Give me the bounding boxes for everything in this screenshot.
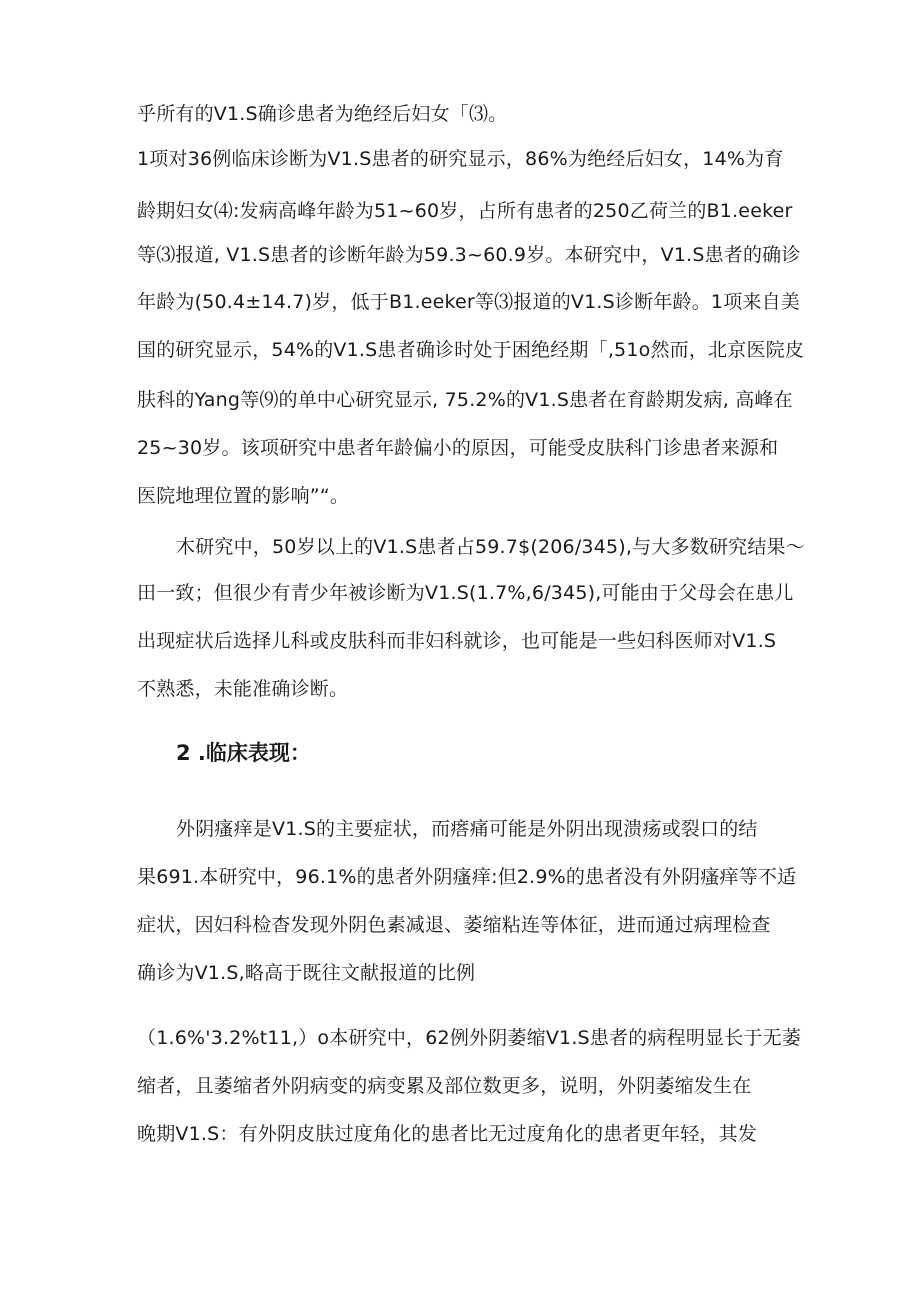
text-line: 确诊为V1.S,略高于既往文献报道的比例	[137, 962, 476, 984]
text-line: 不熟悉，未能准确诊断。	[137, 678, 349, 700]
text-line: 果691.本研究中，96.1%的患者外阴瘙痒:但2.9%的患者没有外阴瘙痒等不适	[137, 866, 797, 888]
text-line: （1.6%'3.2%t11,）o本研究中，62例外阴萎缩V1.S患者的病程明显长于无萎	[137, 1027, 802, 1049]
text-line: 晚期V1.S：有外阴皮肤过度角化的患者比无过度角化的患者更年轻，其发	[137, 1123, 757, 1145]
text-line: 出现症状后选择儿科或皮肤科而非妇科就诊，也可能是一些妇科医师对V1.S	[137, 630, 777, 652]
text-line: 医院地理位置的影响”“。	[137, 485, 350, 507]
text-line: 木研究中，50岁以上的V1.S患者占59.7$(206/345),与大多数研究结果〜	[176, 536, 805, 558]
text-line: 外阴瘙痒是V1.S的主要症状，而瘩痛可能是外阴出现溃疡或裂口的结	[176, 818, 758, 840]
text-line: 龄期妇女⑷:发病高峰年龄为51~60岁，占所有患者的250乙荷兰的B1.eeker	[137, 200, 793, 222]
text-line: 等⑶报道, V1.S患者的诊断年龄为59.3~60.9岁。本研究中，V1.S患者的确诊	[137, 244, 801, 266]
text-line: 肤科的Yang等⑼的单中心研究显示, 75.2%的V1.S患者在育龄期发病, 高峰在	[137, 389, 793, 411]
text-line: 年龄为(50.4±14.7)岁，低于B1.eeker等⑶报道的V1.S诊断年龄。1项来自美	[137, 291, 800, 313]
text-line: 田一致；但很少有青少年被诊断为V1.S(1.7%,6/345),可能由于父母会在患儿	[137, 582, 794, 604]
text-line: 1项对36例临床诊断为V1.S患者的研究显示，86%为绝经后妇女，14%为育	[137, 148, 784, 170]
text-line: 国的研究显示，54%的V1.S患者确诊时处于困绝经期「,51o然而，北京医院皮	[137, 339, 805, 361]
section-heading: 2 .临床表现：	[176, 741, 311, 765]
text-line: 乎所有的V1.S确诊患者为绝经后妇女「⑶。	[137, 103, 508, 125]
text-line: 缩者，且萎缩者外阴病变的病变累及部位数更多，说明，外阴萎缩发生在	[137, 1075, 752, 1097]
text-line: 症状，因妇科检杳发现外阴色素减退、萎缩粘连等体征，进而通过病理检查	[137, 914, 771, 936]
text-line: 25~30岁。该项研究中患者年龄偏小的原因，可能受皮肤科门诊患者来源和	[137, 437, 779, 459]
